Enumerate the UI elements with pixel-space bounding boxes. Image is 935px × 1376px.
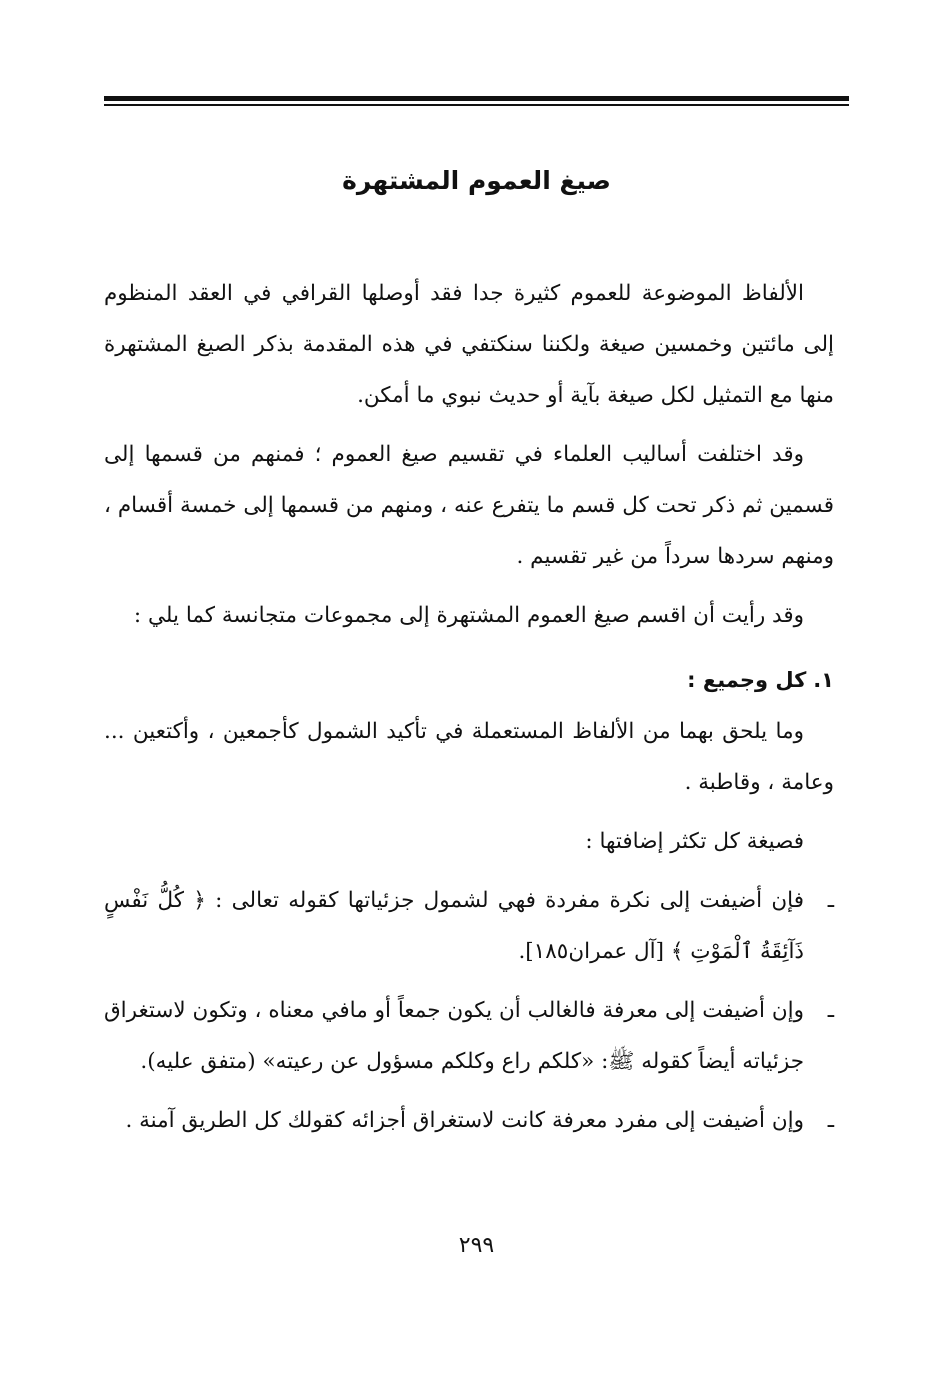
section-heading-text: كل وجميع :: [687, 668, 807, 692]
page-title: صيغ العموم المشتهرة: [342, 166, 611, 195]
bullet-item: [104, 1095, 834, 1146]
header-rule-thick: [104, 96, 849, 101]
section-paragraph-2: فصيغة كل تكثر إضافتها :: [585, 829, 804, 854]
intro-paragraph-3: وقد رأيت أن اقسم صيغ العموم المشتهرة إلى مجموعات متجانسة كما يلي :: [133, 603, 804, 628]
section-heading: [104, 655, 834, 706]
section-paragraph-1: وما يلحق بهما من الألفاظ المستعملة في تأكيد الشمول كأجمعين ، وأكتعين ... وعامة ، وقاطبة .: [104, 719, 834, 795]
bullet-text: فإن أضيفت إلى نكرة مفردة فهي لشمول جزئياتها كقوله تعالى : ﴿ كُلُّ نَفْسٍ ذَآئِقَةُ ٱلْمَوْتِ ﴾ [آل عمران١٨٥].: [104, 888, 804, 964]
bullet-item: [104, 985, 834, 1087]
bullet-dash: ـ: [827, 888, 834, 913]
bullet-dash: ـ: [827, 1108, 834, 1133]
header-rule-thin: [104, 104, 849, 106]
intro-paragraph-1: الألفاظ الموضوعة للعموم كثيرة جدا فقد أوصلها القرافي في العقد المنظوم إلى مائتين وخمسين صيغة ولكننا سنكتفي في هذه المقدمة بذكر الصيغ المشتهرة منها مع التمثيل لكل صيغة بآية أو حديث نبوي ما أمكن.: [104, 281, 834, 408]
page-number: ٢٩٩: [458, 1233, 495, 1258]
intro-paragraph-2: وقد اختلفت أساليب العلماء في تقسيم صيغ العموم ؛ فمنهم من قسمها إلى قسمين ثم ذكر تحت كل قسم ما يتفرع عنه ، ومنهم من قسمها إلى خمسة أقسام ، ومنهم سردها سرداً من غير تقسيم .: [104, 442, 834, 569]
bullet-item: [104, 875, 834, 977]
page-body: [104, 268, 834, 1146]
bullet-dash: ـ: [827, 998, 834, 1023]
bullet-text: وإن أضيفت إلى مفرد معرفة كانت لاستغراق أجزائه كقولك كل الطريق آمنة .: [125, 1108, 804, 1133]
section-number: ١.: [813, 668, 834, 692]
bullet-text: وإن أضيفت إلى معرفة فالغالب أن يكون جمعاً أو مافي معناه ، وتكون لاستغراق جزئياته أيضاً كقوله ﷺ: «كلكم راع وكلكم مسؤول عن رعيته» (متفق عليه).: [104, 998, 804, 1074]
